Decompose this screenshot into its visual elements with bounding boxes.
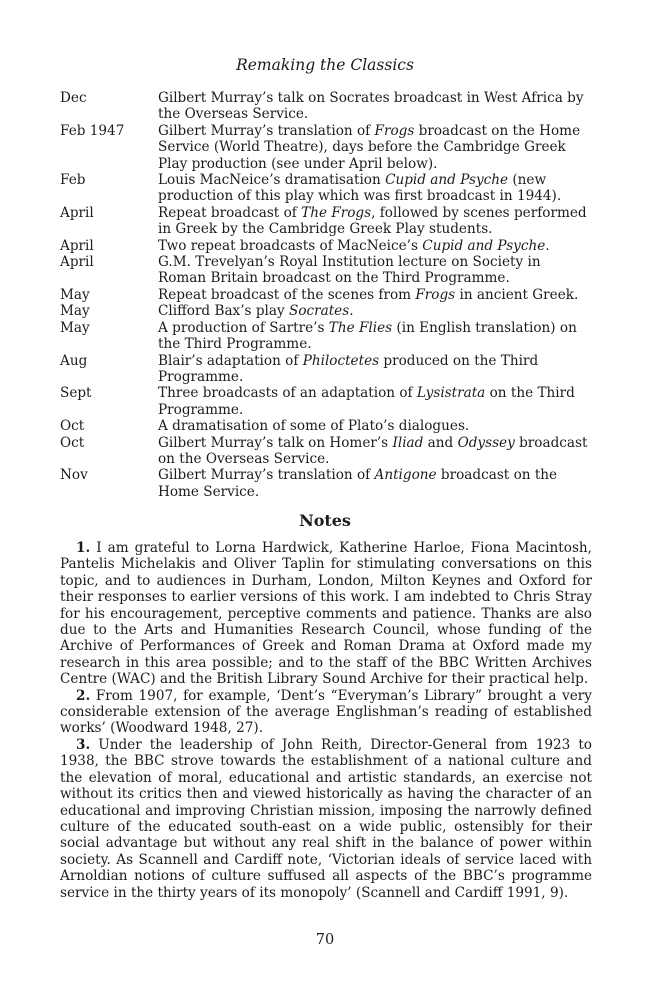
note (60, 688, 592, 737)
entry-text: . (349, 303, 354, 320)
italic-title: Lysistrata (416, 385, 486, 402)
italic-title: Antigone (374, 467, 437, 484)
chronology-entry (158, 418, 592, 434)
note-text: From 1907, for example, ‘Dent’s “Everyman’s Library” brought a very considerable extension of the average Englishman’s reading of established works’ (Woodward 1948, 27). (60, 687, 592, 737)
entry-text: A dramatisation of some of Plato’s dialogues. (158, 418, 470, 435)
chronology-entry (158, 254, 592, 287)
chronology-date: April (60, 254, 94, 271)
entry-text: broadcast on the Overseas Service. (158, 434, 588, 467)
italic-title: Frogs (374, 122, 415, 139)
entry-text: Repeat broadcast of the scenes from (158, 286, 416, 303)
chronology-row (60, 353, 592, 386)
chronology-date: May (60, 286, 90, 303)
italic-title: Socrates (289, 303, 350, 320)
entry-text: Louis MacNeice’s dramatisation (158, 172, 386, 189)
chronology-row (60, 467, 592, 500)
running-head: Remaking the Classics (236, 56, 414, 74)
chronology-date: Nov (60, 467, 88, 484)
chronology-row (60, 287, 592, 303)
entry-text: broadcast on the Home Service (World Theatre), days before the Cambridge Greek Play production (see under April below). (158, 122, 581, 172)
chronology-date: Feb (60, 172, 86, 189)
entry-text: Repeat broadcast of (158, 204, 302, 221)
entry-text: G.M. Trevelyan’s Royal Institution lecture on Society in Roman Britain broadcast on the Third Programme. (158, 254, 541, 287)
chronology-row (60, 172, 592, 205)
italic-title: Cupid and Psyche (422, 237, 546, 254)
note-text: I am grateful to Lorna Hardwick, Katherine Harloe, Fiona Macintosh, Pantelis Michelakis and Oliver Taplin for stimulating conversations on this topic, and to audiences in Durham, London, Milton Keynes and Oxford for their responses to earlier versions of this work. I am indebted to Chris Stray for his encouragement, perceptive comments and patience. Thanks are also due to the Arts and Humanities Research Council, whose funding of the Archive of Performances of Greek and Roman Drama at Oxford made my research in this area possible; and to the staff of the BBC Written Archives Centre (WAC) and the British Library Sound Archive for their practical help. (60, 540, 592, 688)
note-paragraph (60, 540, 592, 688)
chronology-entry (158, 435, 592, 468)
italic-title: Cupid and Psyche (385, 172, 509, 189)
entry-text: A production of Sartre’s (158, 319, 329, 336)
note (60, 540, 592, 688)
entry-text: and (423, 434, 458, 451)
entry-text: Three broadcasts of an adaptation of (158, 385, 417, 402)
italic-title: The Frogs (301, 204, 372, 221)
italic-title: The Flies (328, 319, 393, 336)
entry-text: Blair’s adaptation of (158, 352, 303, 369)
chronology-row (60, 205, 592, 238)
chronology-list (60, 90, 592, 500)
entry-text: Gilbert Murray’s translation of (158, 122, 375, 139)
italic-title: Odyssey (457, 434, 515, 451)
note-number: 1. (76, 540, 91, 556)
entry-text: , followed by scenes performed in Greek by the Cambridge Greek Play students. (158, 204, 587, 238)
chronology-row (60, 320, 592, 353)
italic-title: Iliad (392, 434, 424, 451)
chronology-entry (158, 303, 592, 319)
chronology-date: Sept (60, 385, 92, 402)
note (60, 737, 592, 901)
chronology-date: May (60, 303, 90, 320)
chronology-date: April (60, 237, 94, 254)
chronology-row (60, 254, 592, 287)
entry-text: Two repeat broadcasts of MacNeice’s (158, 237, 423, 254)
chronology-entry (158, 320, 592, 353)
chronology-row (60, 418, 592, 434)
chronology-entry (158, 385, 592, 418)
entry-text: Gilbert Murray’s talk on Homer’s (158, 434, 393, 451)
chronology-entry (158, 287, 592, 303)
chronology-entry (158, 90, 592, 123)
note-number: 2. (76, 687, 91, 704)
chronology-row (60, 435, 592, 468)
entry-text: on the Third Programme. (158, 385, 575, 418)
entry-text: in ancient Greek. (455, 286, 579, 303)
chronology-row (60, 238, 592, 254)
entry-text: broadcast on the Home Service. (158, 467, 558, 500)
chronology-entry (158, 467, 592, 500)
chronology-entry (158, 238, 592, 254)
entry-text: Gilbert Murray’s talk on Socrates broadcast in West Africa by the Overseas Service. (158, 90, 584, 123)
note-paragraph (60, 688, 592, 737)
italic-title: Frogs (415, 286, 456, 303)
chronology-row (60, 123, 592, 172)
chronology-date: Feb 1947 (60, 122, 125, 139)
note-number: 3. (76, 736, 91, 753)
notes-section (60, 540, 592, 901)
chronology-row (60, 385, 592, 418)
chronology-date: May (60, 319, 90, 336)
chronology-row (60, 303, 592, 319)
italic-title: Philoctetes (302, 352, 380, 369)
chronology-entry (158, 205, 592, 238)
entry-text: . (545, 237, 550, 254)
entry-text: (new production of this play which was first broadcast in 1944). (158, 172, 562, 205)
entry-text: (in English translation) on the Third Programme. (158, 319, 577, 353)
page-number: 70 (315, 932, 335, 948)
chronology-date: Aug (60, 352, 88, 369)
entry-text: Clifford Bax’s play (158, 303, 289, 320)
chronology-row (60, 90, 592, 123)
chronology-entry (158, 172, 592, 205)
chronology-date: Dec (60, 90, 87, 106)
note-text: Under the leadership of John Reith, Director-General from 1923 to 1938, the BBC strove towards the establishment of a national culture and the elevation of moral, educational and artistic standards, an exercise not without its critics then and viewed historically as having the character of an educational and improving Christian mission, imposing the narrowly defined culture of the educated south-east on a wide public, ostensibly for their social advantage but without any real shift in the balance of power within society. As Scannell and Cardiff note, ‘Victorian ideals of service laced with Arnoldian notions of culture suffused all aspects of the BBC’s programme service in the thirty years of its monopoly’ (Scannell and Cardiff 1991, 9). (60, 736, 592, 901)
chronology-date: Oct (60, 434, 85, 451)
chronology-date: Oct (60, 418, 85, 435)
chronology-entry (158, 353, 592, 386)
note-paragraph (60, 737, 592, 901)
chronology-entry (158, 123, 592, 172)
chronology-date: April (60, 204, 94, 221)
entry-text: Gilbert Murray’s translation of (158, 467, 375, 484)
notes-heading: Notes (299, 511, 351, 530)
entry-text: produced on the Third Programme. (158, 352, 539, 385)
